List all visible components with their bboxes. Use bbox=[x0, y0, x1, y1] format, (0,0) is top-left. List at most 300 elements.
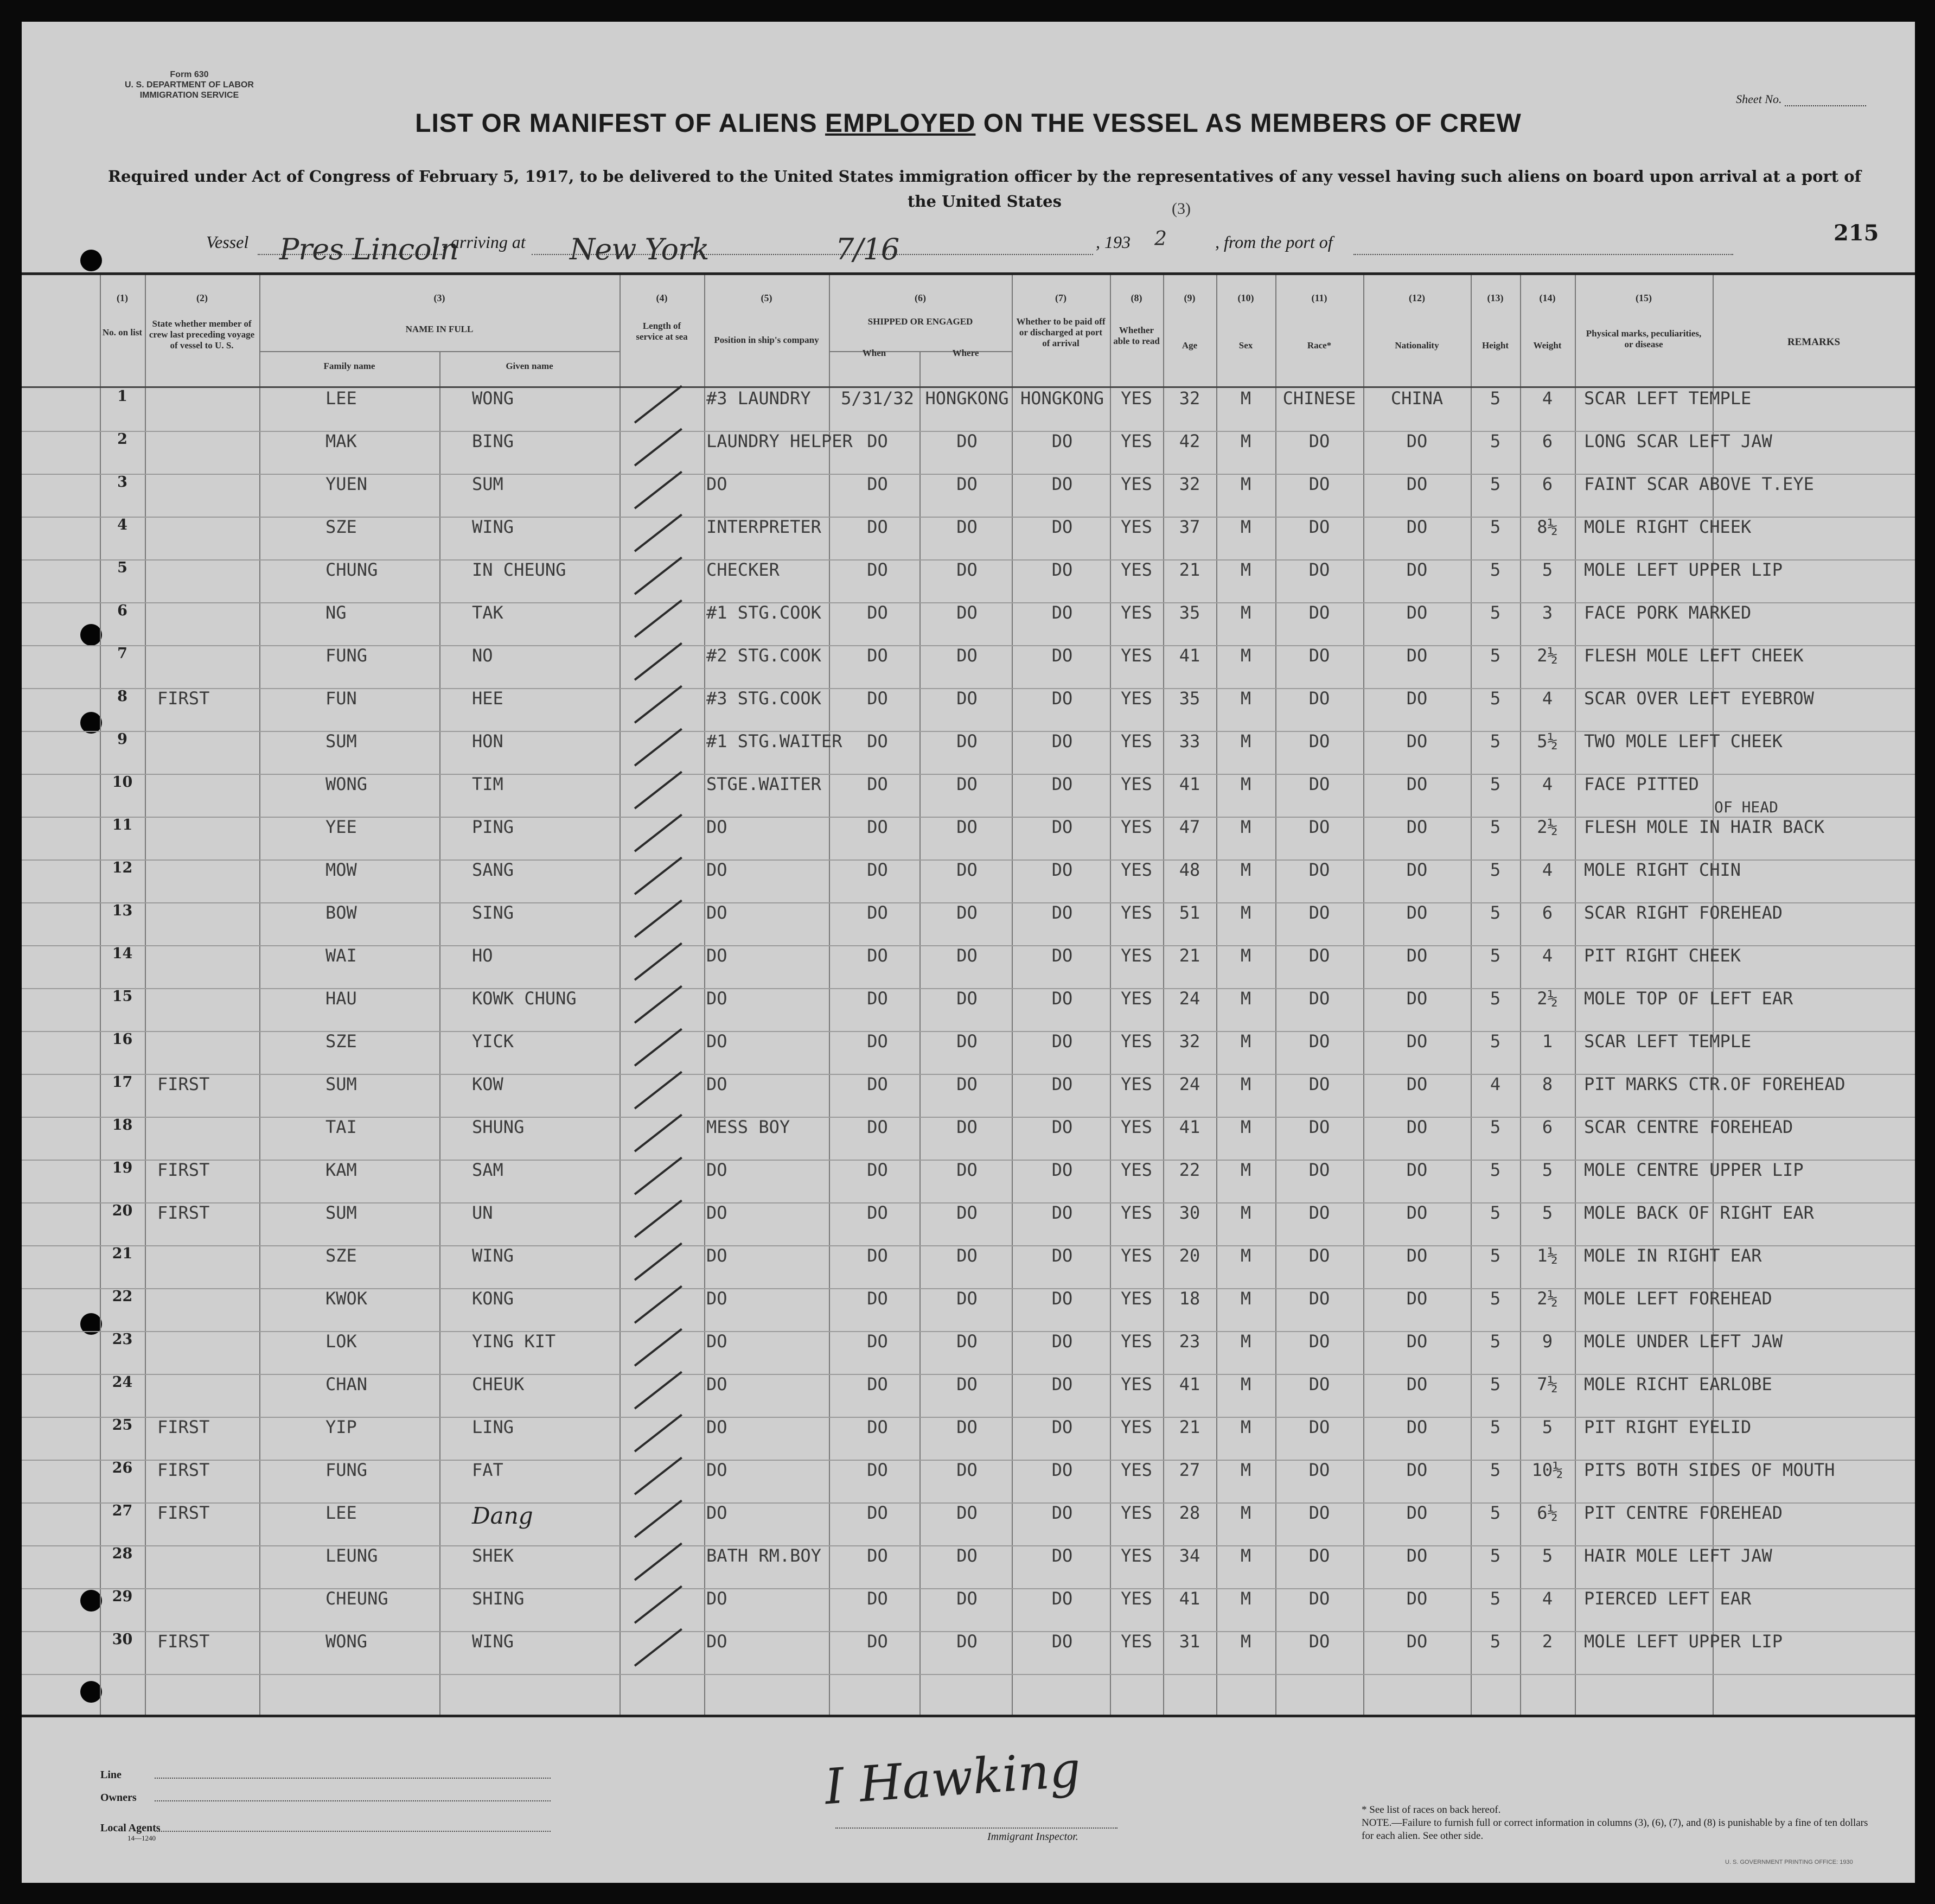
cell-position: DO bbox=[706, 1288, 727, 1309]
header-number-on-list: No. on list bbox=[102, 327, 143, 338]
cell-height: 5 bbox=[1490, 1331, 1501, 1352]
cell-nat: DO bbox=[1406, 688, 1428, 709]
cell-when: DO bbox=[867, 559, 888, 580]
cell-paid: DO bbox=[1051, 1545, 1073, 1566]
cell-given: UN bbox=[472, 1202, 493, 1223]
cell-weight: 9 bbox=[1542, 1331, 1553, 1352]
cell-paid: DO bbox=[1051, 431, 1073, 451]
cell-n: 1 bbox=[117, 388, 127, 405]
cell-paid: DO bbox=[1051, 1202, 1073, 1223]
cell-read: YES bbox=[1121, 1031, 1152, 1052]
printing-office: U. S. GOVERNMENT PRINTING OFFICE: 1930 bbox=[1725, 1859, 1853, 1865]
cell-sex: M bbox=[1240, 602, 1251, 623]
cell-race: DO bbox=[1308, 1545, 1330, 1566]
cell-when: DO bbox=[867, 902, 888, 923]
cell-family: YIP bbox=[325, 1417, 357, 1437]
check-mark bbox=[634, 1371, 682, 1410]
cell-nat: DO bbox=[1406, 1202, 1428, 1223]
cell-prev: FIRST bbox=[157, 1460, 210, 1480]
cell-given: PING bbox=[472, 817, 514, 837]
cell-height: 5 bbox=[1490, 774, 1501, 794]
title-part: LIST OR MANIFEST OF ALIENS bbox=[415, 109, 826, 138]
cell-when: DO bbox=[867, 1502, 888, 1523]
cell-position: DO bbox=[706, 1074, 727, 1094]
check-mark bbox=[634, 1114, 682, 1152]
cell-family: SZE bbox=[325, 517, 357, 537]
cell-sex: M bbox=[1240, 1374, 1251, 1394]
cell-height: 5 bbox=[1490, 1502, 1501, 1523]
cell-prev bbox=[157, 1288, 259, 1331]
cell-marks: HAIR MOLE LEFT JAW bbox=[1584, 1545, 1772, 1566]
cell-where: DO bbox=[956, 817, 978, 837]
cell-weight: 6 bbox=[1542, 431, 1553, 451]
header-family-name: Family name bbox=[323, 361, 375, 371]
cell-nat: DO bbox=[1406, 602, 1428, 623]
cell-n: 23 bbox=[112, 1331, 133, 1348]
cell-weight: 5 bbox=[1542, 559, 1553, 580]
form-identifier bbox=[125, 69, 254, 100]
cell-height: 5 bbox=[1490, 1460, 1501, 1480]
cell-race: DO bbox=[1308, 1631, 1330, 1652]
cell-weight: 2½ bbox=[1537, 817, 1558, 837]
cell-read: YES bbox=[1121, 431, 1152, 451]
header-length-of-service: Length of service at sea bbox=[636, 321, 688, 342]
cell-read: YES bbox=[1121, 1160, 1152, 1180]
check-mark bbox=[634, 1028, 682, 1067]
cell-nat: DO bbox=[1406, 1074, 1428, 1094]
cell-position: MESS BOY bbox=[706, 1117, 790, 1137]
cell-position: DO bbox=[706, 817, 727, 837]
cell-weight: 4 bbox=[1542, 859, 1553, 880]
cell-family: NG bbox=[325, 602, 347, 623]
cell-age: 33 bbox=[1179, 731, 1200, 752]
cell-prev: FIRST bbox=[157, 1202, 210, 1223]
cell-weight: 10½ bbox=[1531, 1460, 1563, 1480]
cell-n: 3 bbox=[117, 474, 127, 491]
cell-sex: M bbox=[1240, 1545, 1251, 1566]
cell-age: 20 bbox=[1179, 1245, 1200, 1266]
cell-prev bbox=[157, 1588, 259, 1631]
cell-height: 5 bbox=[1490, 1417, 1501, 1437]
header-previous-voyage: State whether member of crew last preceding voyage of vessel to U. S. bbox=[149, 319, 255, 351]
cell-when: DO bbox=[867, 517, 888, 537]
penalty-note: NOTE.—Failure to furnish full or correct information in columns (3), (6), (7), and (8) is punishable by a fine of ten dollars for each alien. See other side. bbox=[1362, 1817, 1868, 1842]
header-sex: Sex bbox=[1238, 340, 1253, 351]
page-number: 215 bbox=[1834, 220, 1879, 246]
cell-where: DO bbox=[956, 559, 978, 580]
cell-height: 5 bbox=[1490, 602, 1501, 623]
cell-position: DO bbox=[706, 1631, 727, 1652]
cell-prev bbox=[157, 902, 259, 945]
column-number: (3) bbox=[433, 292, 445, 303]
cell-position: DO bbox=[706, 988, 727, 1009]
cell-race: DO bbox=[1308, 474, 1330, 494]
cell-prev bbox=[157, 517, 259, 559]
cell-read: YES bbox=[1121, 1545, 1152, 1566]
cell-nat: DO bbox=[1406, 1588, 1428, 1609]
cell-read: YES bbox=[1121, 559, 1152, 580]
cell-race: DO bbox=[1308, 1331, 1330, 1352]
cell-nat: DO bbox=[1406, 1031, 1428, 1052]
cell-paid: DO bbox=[1051, 988, 1073, 1009]
cell-n: 8 bbox=[117, 688, 127, 705]
cell-paid: DO bbox=[1051, 902, 1073, 923]
cell-marks: MOLE LEFT UPPER LIP bbox=[1584, 559, 1783, 580]
cell-position: DO bbox=[706, 1588, 727, 1609]
cell-read: YES bbox=[1121, 1460, 1152, 1480]
cell-given: SAM bbox=[472, 1160, 503, 1180]
cell-read: YES bbox=[1121, 1588, 1152, 1609]
cell-weight: 4 bbox=[1542, 774, 1553, 794]
cell-family: WONG bbox=[325, 774, 368, 794]
cell-age: 32 bbox=[1179, 388, 1200, 409]
cell-given: SHUNG bbox=[472, 1117, 525, 1137]
cell-age: 31 bbox=[1179, 1631, 1200, 1652]
cell-where: DO bbox=[956, 1074, 978, 1094]
cell-family: LEE bbox=[325, 1502, 357, 1523]
cell-sex: M bbox=[1240, 1331, 1251, 1352]
cell-n: 11 bbox=[112, 817, 133, 833]
table-row bbox=[22, 388, 1915, 432]
cell-position: #1 STG.WAITER bbox=[706, 731, 842, 752]
cell-paid: DO bbox=[1051, 1417, 1073, 1437]
cell-when: DO bbox=[867, 1545, 888, 1566]
cell-prev bbox=[157, 474, 259, 517]
sheet-number-label: Sheet No. bbox=[1736, 92, 1782, 106]
cell-n: 22 bbox=[112, 1288, 133, 1305]
cell-position: DO bbox=[706, 1374, 727, 1394]
cell-family: WONG bbox=[325, 1631, 368, 1652]
cell-weight: 4 bbox=[1542, 388, 1553, 409]
cell-sex: M bbox=[1240, 1417, 1251, 1437]
cell-marks: LONG SCAR LEFT JAW bbox=[1584, 431, 1772, 451]
cell-nat: DO bbox=[1406, 902, 1428, 923]
cell-sex: M bbox=[1240, 1160, 1251, 1180]
cell-nat: DO bbox=[1406, 988, 1428, 1009]
cell-sex: M bbox=[1240, 431, 1251, 451]
cell-given: NO bbox=[472, 645, 493, 666]
cell-n: 12 bbox=[112, 859, 133, 876]
cell-paid: DO bbox=[1051, 474, 1073, 494]
header-physical-marks: Physical marks, peculiarities, or disease bbox=[1586, 328, 1702, 349]
cell-height: 5 bbox=[1490, 517, 1501, 537]
cell-read: YES bbox=[1121, 474, 1152, 494]
cell-n: 7 bbox=[117, 645, 127, 662]
cell-age: 51 bbox=[1179, 902, 1200, 923]
cell-family: MAK bbox=[325, 431, 357, 451]
cell-race: DO bbox=[1308, 1502, 1330, 1523]
cell-given: CHEUK bbox=[472, 1374, 525, 1394]
cell-read: YES bbox=[1121, 731, 1152, 752]
cell-prev bbox=[157, 645, 259, 688]
cell-height: 5 bbox=[1490, 902, 1501, 923]
cell-nat: DO bbox=[1406, 1160, 1428, 1180]
cell-n: 2 bbox=[117, 431, 127, 448]
cell-nat: DO bbox=[1406, 1288, 1428, 1309]
cell-position: DO bbox=[706, 1460, 727, 1480]
from-port-label: , from the port of bbox=[1215, 232, 1333, 252]
cell-position: BATH RM.BOY bbox=[706, 1545, 821, 1566]
cell-marks: FACE PORK MARKED bbox=[1584, 602, 1752, 623]
cell-marks: MOLE IN RIGHT EAR bbox=[1584, 1245, 1762, 1266]
cell-when: DO bbox=[867, 1117, 888, 1137]
cell-where: DO bbox=[956, 1460, 978, 1480]
cell-family: SZE bbox=[325, 1031, 357, 1052]
cell-position: DO bbox=[706, 1502, 727, 1523]
cell-when: DO bbox=[867, 688, 888, 709]
table-row bbox=[22, 774, 1915, 818]
cell-when: 5/31/32 bbox=[841, 388, 914, 409]
cell-age: 24 bbox=[1179, 988, 1200, 1009]
cell-read: YES bbox=[1121, 774, 1152, 794]
handwritten-mark: (3) bbox=[1172, 200, 1191, 218]
column-number: (6) bbox=[915, 292, 926, 303]
cell-sex: M bbox=[1240, 902, 1251, 923]
cell-age: 34 bbox=[1179, 1545, 1200, 1566]
table-bottom-rule bbox=[22, 1715, 1915, 1717]
cell-family: KWOK bbox=[325, 1288, 368, 1309]
cell-when: DO bbox=[867, 817, 888, 837]
cell-when: DO bbox=[867, 431, 888, 451]
check-mark bbox=[634, 1071, 682, 1110]
table-row bbox=[22, 1460, 1915, 1504]
race-footnote: * See list of races on back hereof. bbox=[1362, 1804, 1501, 1816]
cell-age: 21 bbox=[1179, 1417, 1200, 1437]
cell-marks: MOLE BACK OF RIGHT EAR bbox=[1584, 1202, 1814, 1223]
cell-where: DO bbox=[956, 1202, 978, 1223]
cell-prev bbox=[157, 731, 259, 774]
cell-position: DO bbox=[706, 1031, 727, 1052]
cell-family: YEE bbox=[325, 817, 357, 837]
cell-height: 5 bbox=[1490, 1288, 1501, 1309]
cell-weight: 6½ bbox=[1537, 1502, 1558, 1523]
cell-n: 20 bbox=[112, 1202, 133, 1219]
cell-position: DO bbox=[706, 474, 727, 494]
cell-read: YES bbox=[1121, 1074, 1152, 1094]
cell-given: SHEK bbox=[472, 1545, 514, 1566]
cell-weight: 1½ bbox=[1537, 1245, 1558, 1266]
table-row bbox=[22, 1502, 1915, 1546]
cell-read: YES bbox=[1121, 988, 1152, 1009]
cell-where: DO bbox=[956, 474, 978, 494]
header-remarks: REMARKS bbox=[1787, 336, 1841, 348]
cell-n: 4 bbox=[117, 517, 127, 533]
cell-paid: DO bbox=[1051, 1160, 1073, 1180]
cell-given: KOWK CHUNG bbox=[472, 988, 577, 1009]
cell-sex: M bbox=[1240, 1502, 1251, 1523]
cell-weight: 2½ bbox=[1537, 988, 1558, 1009]
check-mark bbox=[634, 1157, 682, 1195]
year-label: , 193 bbox=[1096, 232, 1131, 252]
cell-family: CHUNG bbox=[325, 559, 378, 580]
header-able-to-read: Whether able to read bbox=[1113, 325, 1160, 346]
cell-family: YUEN bbox=[325, 474, 368, 494]
cell-given: SANG bbox=[472, 859, 514, 880]
cell-prev: FIRST bbox=[157, 1502, 210, 1523]
cell-nat: DO bbox=[1406, 517, 1428, 537]
cell-sex: M bbox=[1240, 559, 1251, 580]
check-mark bbox=[634, 1200, 682, 1238]
column-number: (1) bbox=[117, 292, 128, 303]
cell-weight: 6 bbox=[1542, 902, 1553, 923]
cell-sex: M bbox=[1240, 1245, 1251, 1266]
cell-when: DO bbox=[867, 774, 888, 794]
check-mark bbox=[634, 1457, 682, 1495]
cell-prev bbox=[157, 988, 259, 1031]
check-mark bbox=[634, 728, 682, 767]
cell-race: DO bbox=[1308, 859, 1330, 880]
cell-given: WING bbox=[472, 1631, 514, 1652]
table-row bbox=[22, 474, 1915, 518]
cell-position: DO bbox=[706, 945, 727, 966]
cell-nat: DO bbox=[1406, 1331, 1428, 1352]
cell-given: WING bbox=[472, 1245, 514, 1266]
check-mark bbox=[634, 1285, 682, 1324]
cell-paid: DO bbox=[1051, 1460, 1073, 1480]
cell-n: 5 bbox=[117, 559, 127, 576]
cell-height: 5 bbox=[1490, 474, 1501, 494]
cell-race: DO bbox=[1308, 1588, 1330, 1609]
cell-race: DO bbox=[1308, 1288, 1330, 1309]
cell-sex: M bbox=[1240, 817, 1251, 837]
cell-age: 37 bbox=[1179, 517, 1200, 537]
cell-family: FUN bbox=[325, 688, 357, 709]
cell-position: #1 STG.COOK bbox=[706, 602, 821, 623]
cell-given: HO bbox=[472, 945, 493, 966]
table-row bbox=[22, 1117, 1915, 1161]
cell-sex: M bbox=[1240, 859, 1251, 880]
cell-height: 5 bbox=[1490, 1117, 1501, 1137]
cell-when: DO bbox=[867, 1588, 888, 1609]
header-shipped-or-engaged: SHIPPED OR ENGAGED bbox=[867, 316, 973, 327]
cell-marks: MOLE RIGHT CHIN bbox=[1584, 859, 1741, 880]
cell-family: CHAN bbox=[325, 1374, 368, 1394]
cell-weight: 6 bbox=[1542, 474, 1553, 494]
cell-weight: 4 bbox=[1542, 945, 1553, 966]
cell-race: DO bbox=[1308, 1460, 1330, 1480]
cell-marks: SCAR CENTRE FOREHEAD bbox=[1584, 1117, 1793, 1137]
cell-nat: DO bbox=[1406, 431, 1428, 451]
cell-where: DO bbox=[956, 1245, 978, 1266]
cell-nat: DO bbox=[1406, 1631, 1428, 1652]
footnote bbox=[1362, 1804, 1872, 1843]
cell-where: DO bbox=[956, 945, 978, 966]
table-row bbox=[22, 1031, 1915, 1075]
cell-read: YES bbox=[1121, 645, 1152, 666]
cell-race: DO bbox=[1308, 1074, 1330, 1094]
document-subtitle: Required under Act of Congress of February 5, 1917, to be delivered to the United States immigration officer by the representatives of any vessel having such aliens on board upon arrival at a port of the United States bbox=[107, 167, 1862, 211]
cell-height: 5 bbox=[1490, 1031, 1501, 1052]
check-mark bbox=[634, 557, 682, 595]
cell-age: 41 bbox=[1179, 1588, 1200, 1609]
cell-where: DO bbox=[956, 1117, 978, 1137]
cell-nat: DO bbox=[1406, 1245, 1428, 1266]
column-number: (5) bbox=[761, 292, 772, 303]
cell-sex: M bbox=[1240, 1074, 1251, 1094]
cell-prev bbox=[157, 1031, 259, 1074]
table-row bbox=[22, 602, 1915, 646]
cell-race: DO bbox=[1308, 1031, 1330, 1052]
cell-age: 21 bbox=[1179, 945, 1200, 966]
cell-height: 5 bbox=[1490, 431, 1501, 451]
cell-race: DO bbox=[1308, 1160, 1330, 1180]
cell-age: 23 bbox=[1179, 1331, 1200, 1352]
cell-read: YES bbox=[1121, 1417, 1152, 1437]
column-number: (2) bbox=[196, 292, 208, 303]
cell-height: 5 bbox=[1490, 1631, 1501, 1652]
column-number: (4) bbox=[656, 292, 668, 303]
cell-n: 13 bbox=[112, 902, 133, 919]
check-mark bbox=[634, 1328, 682, 1367]
form-number: Form 630 bbox=[170, 70, 209, 79]
cell-paid: DO bbox=[1051, 688, 1073, 709]
cell-read: YES bbox=[1121, 1331, 1152, 1352]
cell-given: IN CHEUNG bbox=[472, 559, 566, 580]
cell-weight: 2½ bbox=[1537, 1288, 1558, 1309]
cell-when: DO bbox=[867, 731, 888, 752]
check-mark bbox=[634, 471, 682, 510]
cell-when: DO bbox=[867, 859, 888, 880]
cell-family: LEUNG bbox=[325, 1545, 378, 1566]
cell-marks: MOLE RIGHT CHEEK bbox=[1584, 517, 1752, 537]
cell-race: DO bbox=[1308, 817, 1330, 837]
cell-read: YES bbox=[1121, 602, 1152, 623]
cell-age: 28 bbox=[1179, 1502, 1200, 1523]
cell-height: 4 bbox=[1490, 1074, 1501, 1094]
header-height: Height bbox=[1481, 340, 1509, 351]
cell-n: 28 bbox=[112, 1545, 133, 1562]
cell-family: LEE bbox=[325, 388, 357, 409]
cell-given: SING bbox=[472, 902, 514, 923]
table-row bbox=[22, 431, 1915, 475]
column-number: (7) bbox=[1055, 292, 1067, 303]
cell-paid: DO bbox=[1051, 559, 1073, 580]
cell-prev bbox=[157, 1117, 259, 1160]
cell-when: DO bbox=[867, 1631, 888, 1652]
header-position: Position in ship's company bbox=[714, 335, 819, 345]
inspector-signature: I Hawking bbox=[822, 1741, 1083, 1816]
cell-weight: 2½ bbox=[1537, 645, 1558, 666]
cell-marks: PIT CENTRE FOREHEAD bbox=[1584, 1502, 1783, 1523]
cell-race: DO bbox=[1308, 602, 1330, 623]
header-name-in-full: NAME IN FULL bbox=[405, 324, 474, 334]
cell-age: 18 bbox=[1179, 1288, 1200, 1309]
column-number: (13) bbox=[1487, 292, 1504, 303]
table-row bbox=[22, 1374, 1915, 1418]
cell-age: 22 bbox=[1179, 1160, 1200, 1180]
cell-paid: DO bbox=[1051, 1374, 1073, 1394]
title-emphasis: EMPLOYED bbox=[825, 109, 976, 138]
cell-read: YES bbox=[1121, 817, 1152, 837]
cell-weight: 4 bbox=[1542, 1588, 1553, 1609]
cell-weight: 5 bbox=[1542, 1545, 1553, 1566]
cell-position: DO bbox=[706, 859, 727, 880]
column-number: (14) bbox=[1539, 292, 1556, 303]
cell-n: 30 bbox=[112, 1631, 133, 1648]
check-mark bbox=[634, 428, 682, 467]
check-mark bbox=[634, 385, 682, 424]
manifest-sheet bbox=[22, 22, 1915, 1883]
cell-nat: DO bbox=[1406, 559, 1428, 580]
cell-prev bbox=[157, 1245, 259, 1288]
cell-prev bbox=[157, 859, 259, 902]
cell-marks: PIERCED LEFT EAR bbox=[1584, 1588, 1752, 1609]
cell-age: 35 bbox=[1179, 602, 1200, 623]
cell-where: DO bbox=[956, 602, 978, 623]
cell-paid: DO bbox=[1051, 1288, 1073, 1309]
arriving-label: , arriving at bbox=[442, 232, 526, 252]
check-mark bbox=[634, 642, 682, 681]
